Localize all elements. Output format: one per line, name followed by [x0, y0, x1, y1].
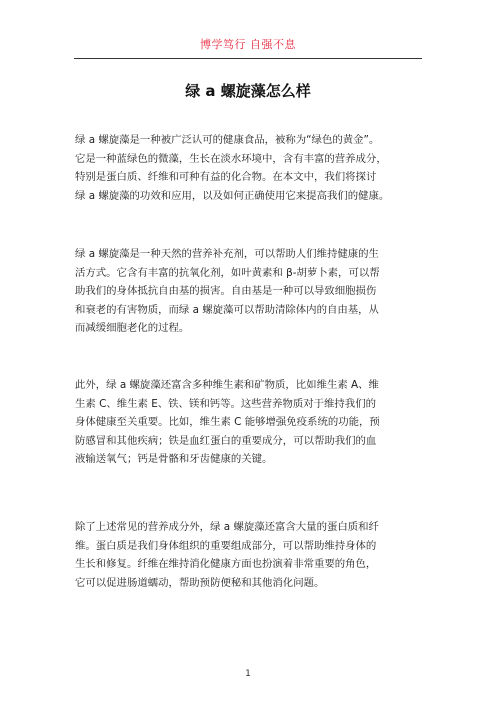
text-line: 它可以促进肠道蠕动，帮助预防便秘和其他消化问题。 — [75, 576, 325, 589]
page-number: 1 — [245, 669, 251, 679]
paragraph-protein-fiber — [75, 518, 430, 592]
text-line: 特别是蛋白质、纤维和可种有益的化合物。在本文中，我们将探讨 — [75, 171, 377, 184]
text-line: 和衰老的有害物质，而绿 a 螺旋藻可以帮助清除体内的自由基，从 — [75, 303, 379, 316]
text-line: 而减缓细胞老化的过程。 — [75, 322, 190, 335]
paragraph-intro — [75, 131, 430, 205]
header-motto: 博学笃行 自强不息 — [200, 38, 296, 51]
text-line: 生长和修复。纤维在维持消化健康方面也扮演着非常重要的角色， — [75, 558, 377, 571]
text-line: 液输送氧气；钙是骨骼和牙齿健康的关键。 — [75, 453, 273, 466]
text-line: 除了上述常见的营养成分外，绿 a 螺旋藻还富含大量的蛋白质和纤 — [75, 521, 379, 533]
text-line: 此外，绿 a 螺旋藻还富含多种维生素和矿物质，比如维生素 A、维 — [75, 379, 379, 391]
text-line: 助我们的身体抵抗自由基的损害。自由基是一种可以导致细胞损伤 — [75, 285, 377, 298]
text-line: 活方式。它含有丰富的抗氧化剂，如叶黄素和 β-胡萝卜素，可以帮 — [75, 266, 380, 279]
text-line: 绿 a 螺旋藻是一种天然的营养补充剂，可以帮助人们维持健康的生 — [75, 248, 379, 260]
text-line: 它是一种蓝绿色的微藻，生长在淡水环境中，含有丰富的营养成分， — [75, 152, 387, 165]
text-line: 生素 C、维生素 E、铁、镁和钙等。这些营养物质对于维持我们的 — [75, 397, 376, 410]
header-divider — [74, 58, 422, 59]
document-title: 绿 a 螺旋藻怎么样 — [185, 82, 311, 100]
paragraph-antioxidants — [75, 245, 430, 338]
text-line: 维。蛋白质是我们身体组织的重要组成部分，可以帮助维持身体的 — [75, 539, 377, 552]
text-line: 绿 a 螺旋藻是一种被广泛认可的健康食品，被称为“绿色的黄金”。 — [75, 134, 380, 146]
text-line: 防感冒和其他疾病；铁是血红蛋白的重要成分，可以帮助我们的血 — [75, 434, 377, 447]
text-line: 绿 a 螺旋藻的功效和应用，以及如何正确使用它来提高我们的健康。 — [75, 189, 390, 202]
paragraph-vitamins — [75, 376, 430, 469]
text-line: 身体健康至关重要。比如，维生素 C 能够增强免疫系统的功能，预 — [75, 416, 380, 429]
